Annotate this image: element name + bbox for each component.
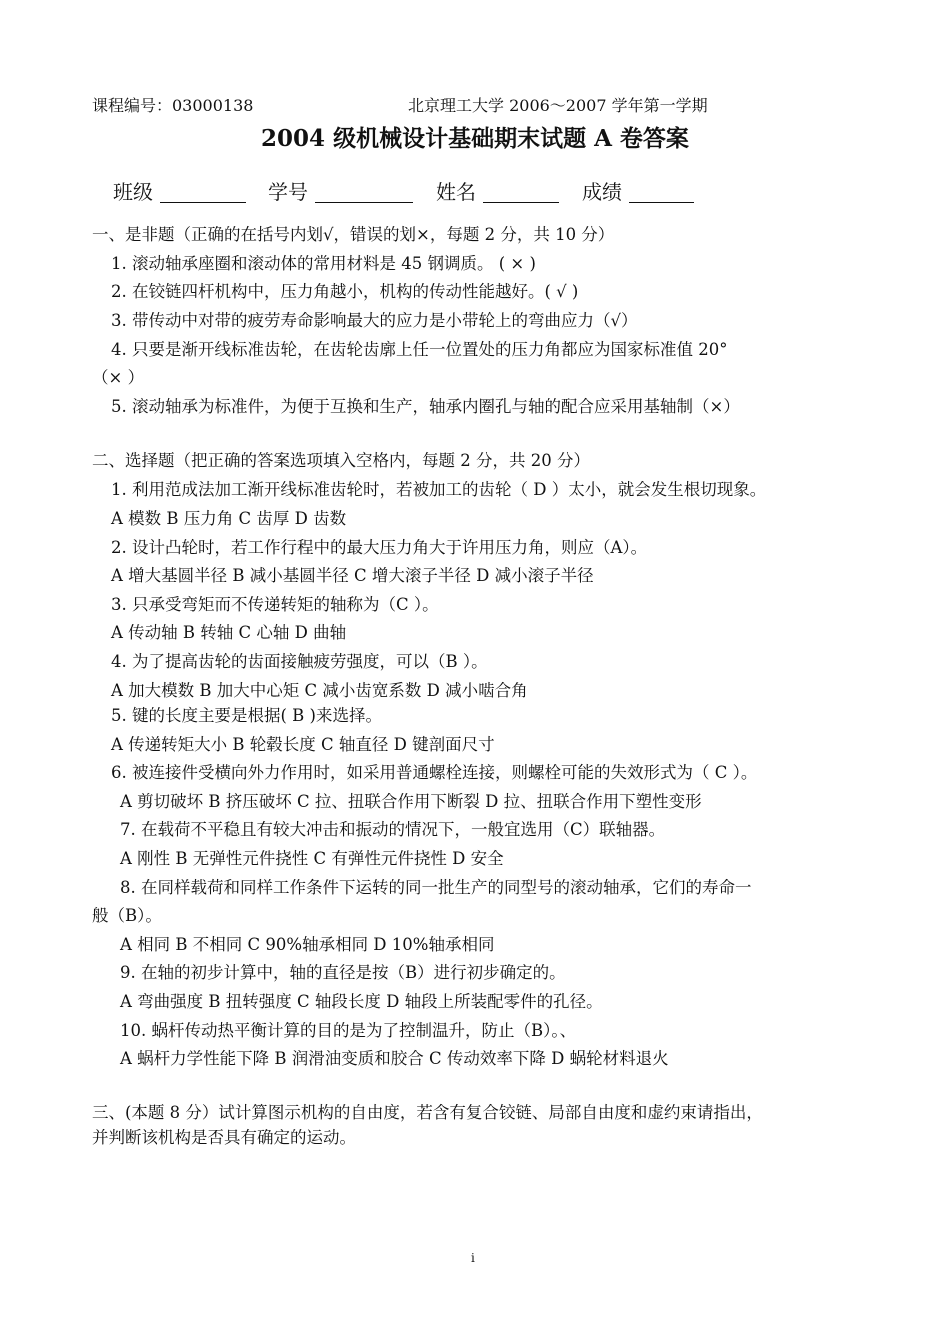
section2-q9-options: A 弯曲强度 B 扭转强度 C 轴段长度 D 轴段上所装配零件的孔径。	[120, 992, 603, 1011]
student-id-label: 学号	[268, 180, 308, 204]
section1-item-3: 3. 带传动中对带的疲劳寿命影响最大的应力是小带轮上的弯曲应力（√）	[111, 311, 638, 330]
section2-heading: 二、选择题（把正确的答案选项填入空格内，每题 2 分，共 20 分）	[92, 451, 590, 470]
section1-item-4-answer: （× ）	[92, 368, 145, 387]
section3-line2: 并判断该机构是否具有确定的运动。	[92, 1128, 356, 1147]
student-id-blank	[315, 202, 413, 203]
section2-q4-options: A 加大模数 B 加大中心矩 C 减小齿宽系数 D 减小啮合角	[111, 681, 528, 700]
section2-q6: 6. 被连接件受横向外力作用时，如采用普通螺栓连接，则螺栓可能的失效形式为（ C ）。	[111, 763, 758, 782]
score-blank	[629, 202, 694, 203]
class-label: 班级	[113, 180, 153, 204]
section2-q8-options: A 相同 B 不相同 C 90%轴承相同 D 10%轴承相同	[120, 935, 495, 954]
section2-q2-options: A 增大基圆半径 B 减小基圆半径 C 增大滚子半径 D 减小滚子半径	[111, 566, 594, 585]
course-code: 课程编号：03000138	[92, 96, 254, 115]
section2-q7: 7. 在载荷不平稳且有较大冲击和振动的情况下，一般宜选用（C）联轴器。	[120, 820, 666, 839]
school-term: 北京理工大学 2006～2007 学年第一学期	[408, 96, 708, 115]
section2-q10-options: A 蜗杆力学性能下降 B 润滑油变质和胶合 C 传动效率下降 D 蜗轮材料退火	[120, 1049, 669, 1068]
section2-q3: 3. 只承受弯矩而不传递转矩的轴称为（C ）。	[111, 595, 439, 614]
section2-q8-cont: 般（B）。	[92, 906, 162, 925]
page-number: i	[471, 1251, 475, 1265]
section3-line1: 三、(本题 8 分）试计算图示机构的自由度，若含有复合铰链、局部自由度和虚约束请指出，	[92, 1103, 763, 1122]
section1-item-5: 5. 滚动轴承为标准件，为便于互换和生产，轴承内圈孔与轴的配合应采用基轴制（×）	[111, 397, 740, 416]
section2-q1: 1. 利用范成法加工渐开线标准齿轮时，若被加工的齿轮（ D ）太小，就会发生根切现象。	[111, 480, 767, 499]
section1-item-4: 4. 只要是渐开线标准齿轮，在齿轮齿廓上任一位置处的压力角都应为国家标准值 20°	[111, 340, 728, 359]
section1-item-2: 2. 在铰链四杆机构中，压力角越小，机构的传动性能越好。( √ )	[111, 282, 579, 301]
section1-heading: 一、是非题（正确的在括号内划√，错误的划×，每题 2 分，共 10 分）	[92, 225, 615, 244]
section2-q5-options: A 传递转矩大小 B 轮毂长度 C 轴直径 D 键剖面尺寸	[111, 735, 495, 754]
name-label: 姓名	[436, 180, 476, 204]
section2-q2: 2. 设计凸轮时，若工作行程中的最大压力角大于许用压力角，则应（A）。	[111, 538, 648, 557]
section2-q5: 5. 键的长度主要是根据( B )来选择。	[111, 706, 382, 725]
section2-q3-options: A 传动轴 B 转轴 C 心轴 D 曲轴	[111, 623, 347, 642]
section2-q6-options: A 剪切破坏 B 挤压破坏 C 拉、扭联合作用下断裂 D 拉、扭联合作用下塑性变形	[120, 792, 702, 811]
score-label: 成绩	[582, 180, 622, 204]
section2-q1-options: A 模数 B 压力角 C 齿厚 D 齿数	[111, 509, 347, 528]
section2-q10: 10. 蜗杆传动热平衡计算的目的是为了控制温升，防止（B）。、	[120, 1021, 577, 1040]
section2-q9: 9. 在轴的初步计算中，轴的直径是按（B）进行初步确定的。	[120, 963, 566, 982]
page-title: 2004 级机械设计基础期末试题 A 卷答案	[261, 125, 689, 152]
section2-q8: 8. 在同样载荷和同样工作条件下运转的同一批生产的同型号的滚动轴承，它们的寿命一	[120, 878, 752, 897]
section2-q4: 4. 为了提高齿轮的齿面接触疲劳强度，可以（B ）。	[111, 652, 488, 671]
section1-item-1: 1. 滚动轴承座圈和滚动体的常用材料是 45 钢调质。 ( × )	[111, 254, 536, 273]
section2-q7-options: A 刚性 B 无弹性元件挠性 C 有弹性元件挠性 D 安全	[120, 849, 504, 868]
class-blank	[160, 202, 246, 203]
name-blank	[483, 202, 559, 203]
